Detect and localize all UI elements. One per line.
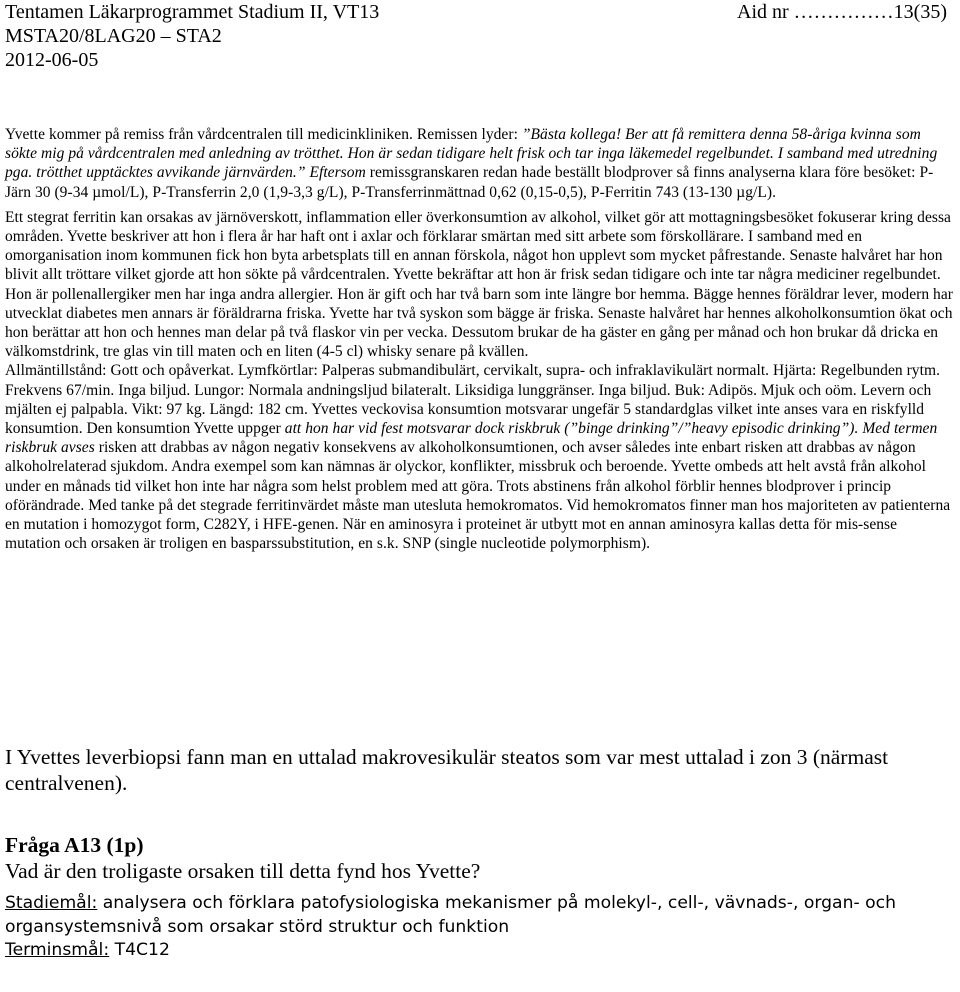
terminsmal-label: Terminsmål:: [5, 940, 110, 960]
history-paragraph: [5, 208, 953, 362]
exam-date: 2012-06-05: [5, 49, 99, 71]
hemokromatos-text: risken att drabbas av någon negativ konsekvens av alkoholkonsumtionen, och avser således inte enbart risken att drabbas av någon alkoholrelaterad sjukdom. Andra exempel som kan nämnas är olyckor, konflikter, missbruk och beroende. Yvette ombeds att helt avstå från alkohol under en månads tid vilket hon inte har några som helst problem med att göra. Trots abstinens från alkohol förblir hennes blodprover i princip oförändrade. Med tanke på det stegrade ferritinvärdet måste man utesluta hemokromatos. Vid hemokromatos finner man hos majoriteten av patienterna en mutation i homozygot form, C282Y, i HFE-genen. När en aminosyra i proteinet är utbytt mot en annan aminosyra kallas detta för mis-sense mutation och orsaken är troligen en basparssubstitution, en s.k. SNP (single nucleotide polymorphism).: [5, 439, 951, 553]
biopsy-finding: I Yvettes leverbiopsi fann man en uttalad makrovesikulär steatos som var mest uttalad i zon 3 (närmast centralvenen).: [5, 745, 889, 795]
lab-results: remissgranskaren redan hade beställt blodprover så finns analyserna klara före besöket: P-Järn 30 (9-34 µmol/L), P-Transferrin 2,0 (1,9-3,3 g/L), P-Transferrinmättnad 0,62 (0,15-0,5), P-Ferritin 743 (13-130 µg/L).: [5, 164, 934, 201]
header-line-1: [5, 0, 955, 24]
question-title: Fråga A13 (1p): [5, 833, 144, 857]
referral-quote: ”Bästa kollega! Ber att få remittera denna 58-åriga kvinna som sökte mig på vårdcentralen med anledning av trötthet. Hon är sedan tidigare helt frisk och tar inga läkemedel regelbundet. I samband med utredning pga. trötthet upptäcktes avvikande järnvärden.” Eftersom: [5, 126, 938, 182]
course-code: MSTA20/8LAG20 – STA2: [5, 25, 222, 47]
terminsmal: [5, 939, 955, 963]
stadiemal-label: Stadiemål:: [5, 893, 98, 913]
question-text: Vad är den troligaste orsaken till detta fynd hos Yvette?: [5, 859, 481, 883]
terminsmal-text: T4C12: [109, 940, 170, 960]
exam-paragraph: [5, 361, 953, 553]
status-text: Allmäntillstånd: Gott och opåverkat. Lymfkörtlar: Palperas submandibulärt, cervikalt, supra- och infraklavikulärt normalt. Hjärta: Regelbunden rytm. Frekvens 67/min. Inga biljud. Lungor: Normala andningsljud bilateralt. Liksidiga lunggränser. Inga biljud. Buk: Adipös. Mjuk och oöm. Levern och mjälten ej palpabla. Vikt: 97 kg. Längd: 182 cm. Yvettes veckovisa konsumtion motsvarar ungefär 5 standardglas vilket inte anses vara en riskfylld konsumtion. Den konsumtion Yvette uppger: [5, 362, 940, 438]
case-text: [5, 125, 953, 553]
intro-paragraph: [5, 125, 953, 202]
history-text: Ett stegrat ferritin kan orsakas av järnöverskott, inflammation eller överkonsumtion av alkohol, vilket gör att mottagningsbesöket fokuserar kring dessa områden. Yvette beskriver att hon i flera år har haft ont i axlar och förklarar smärtan med sitt arbete som förskollärare. I samband med en omorganisation inom kommunen fick hon byta arbetsplats till en annan förskola, något hon upplevt som mycket påfrestande. Senaste halvåret har hon blivit allt tröttare vilket gjorde att hon sökte på vårdcentralen. Yvette bekräftar att hon är frisk sedan tidigare och inte tar några mediciner regelbundet. Hon är pollenallergiker men har inga andra allergier. Hon är gift och har två barn som inte längre bor hemma. Bägge hennes föräldrar lever, modern har utvecklat diabetes men annars är föräldrarna friska. Yvette har två syskon som bägge är friska. Senaste halvåret har hennes alkoholkonsumtion ökat och hon berättar att hon och hennes man delar på två flaskor vin per vecka. Dessutom brukar de ha gäster en gång per månad och hon brukar då dricka en välkomstdrink, tre glas vin till maten och en liten (4-5 cl) whisky senare på kvällen.: [5, 208, 954, 361]
stadiemal: [5, 892, 955, 939]
riskbruk-italic: att hon har vid fest motsvarar dock riskbruk (”binge drinking”/”heavy episodic drinking”). Med termen riskbruk avses: [5, 420, 938, 457]
aid-number: Aid nr ……………13(35): [737, 1, 947, 23]
learning-goals: [5, 892, 955, 963]
stadiemal-text: analysera och förklara patofysiologiska mekanismer på molekyl-, cell-, vävnads-, organ- och organsystemsnivå som orsakar störd struktur och funktion: [5, 893, 897, 937]
exam-title: Tentamen Läkarprogrammet Stadium II, VT13: [5, 1, 380, 23]
intro-text: Yvette kommer på remiss från vårdcentralen till medicinkliniken. Remissen lyder:: [5, 126, 522, 143]
exam-page: [5, 0, 955, 960]
